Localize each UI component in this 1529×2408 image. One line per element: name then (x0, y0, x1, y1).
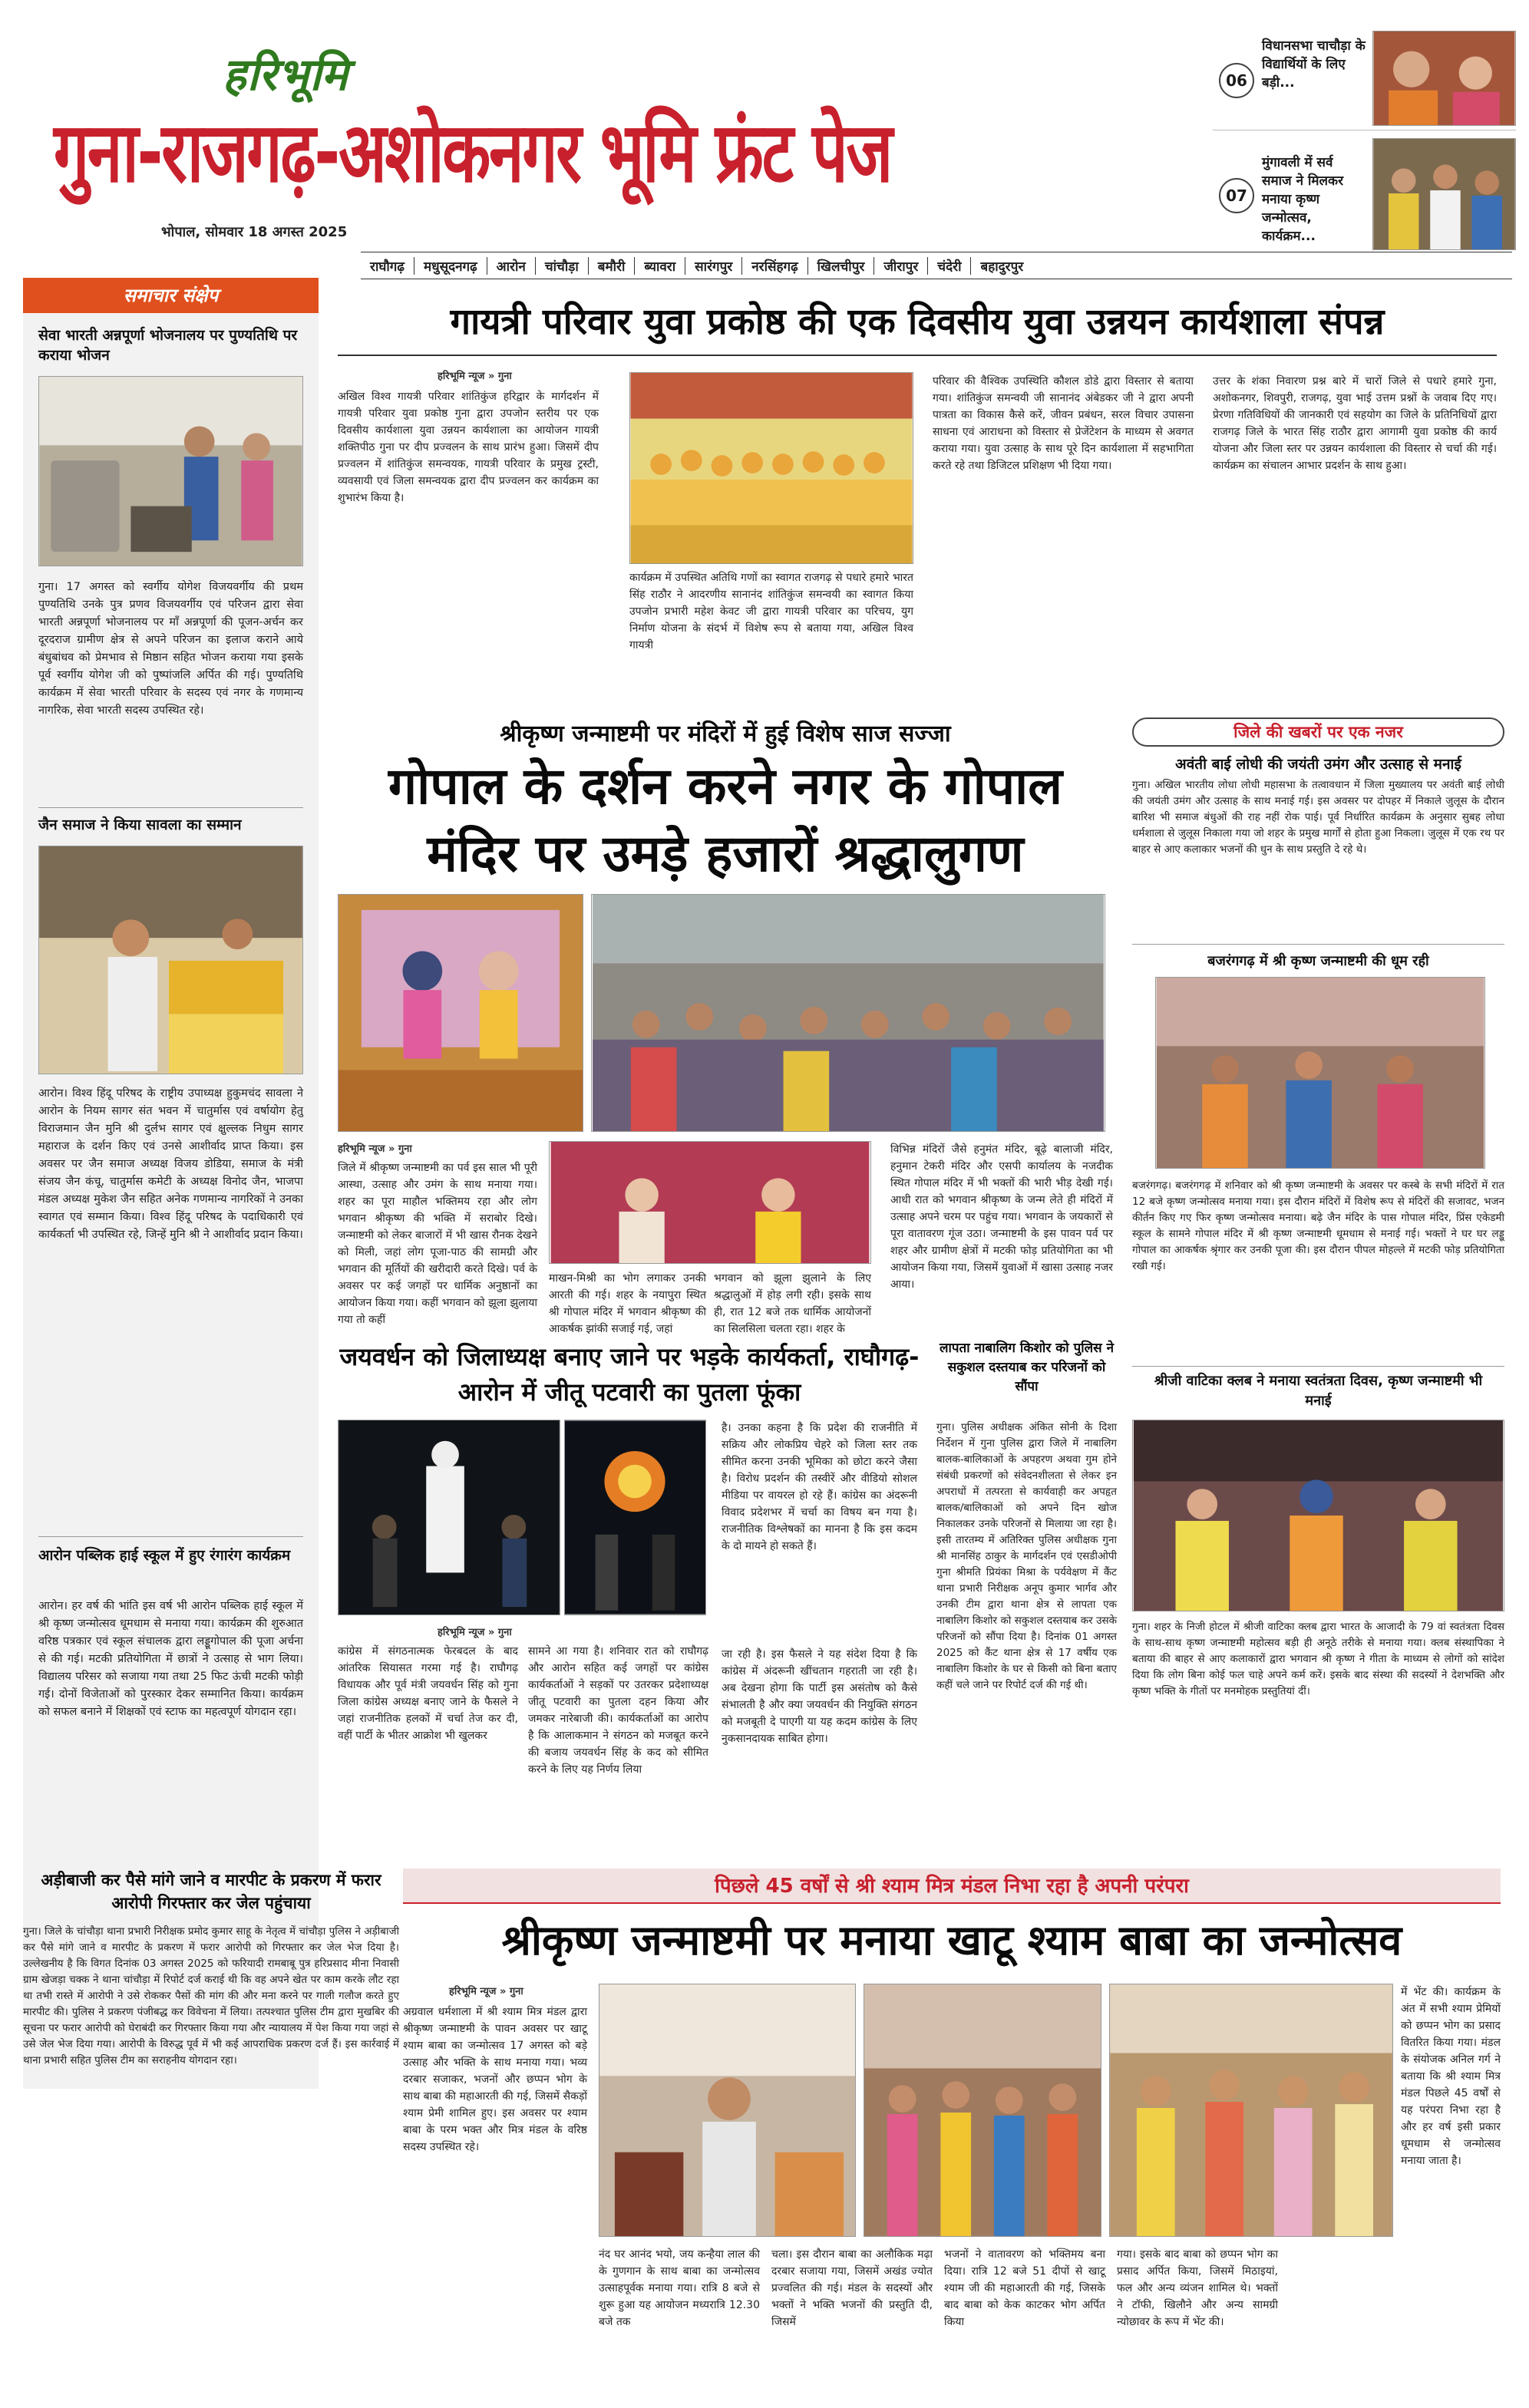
teaser-1[interactable] (1213, 31, 1516, 130)
byline: हरिभूमि न्यूज » गुना (438, 371, 512, 382)
city-item[interactable]: मधुसूदनगढ़ (414, 257, 487, 275)
story-column: परिवार की वैश्विक उपस्थिति कौशल डोडे द्वारा विस्तार से बताया गया। शांतिकुंज समन्वयी जी सानानंद अंबेडकर जी ने द्वारा अपनी पात्रता का विकास कैसे करें, जीवन प्रबंधन, सरल विचार उपासना साधना एवं आराधना को विस्तार से प्रेजेंटेशन के माध्यम से अवगत कराया गया। युवा उत्साह के साथ पूरे दिन कार्यशाला में सहभागिता करते रहे तथा डिजिटल प्रशिक्षण भी दिया गया। (933, 375, 1194, 472)
brief-body: आरोन। हर वर्ष की भांति इस वर्ष भी आरोन पब्लिक हाई स्कूल में श्री कृष्ण जन्मोत्सव धूमधाम से मनाया गया। कार्यक्रम की शुरुआत वरिष्ठ पत्रकार एवं स्कूल संचालक द्वारा लड्डूगोपाल की पूजा अर्चना से की गई। मटकी प्रतियोगिता में छात्रों ने उत्साह से भाग लिया। विद्यालय परिसर को सजाया गया तथा 25 फिट ऊंची मटकी फोड़ी गई। दोनों विजेताओं को पुरस्कार देकर सम्मानित किया। कार्यक्रम को सफल बनाने में शिक्षकों एवं स्टाफ का महत्वपूर्ण योगदान रहा। (38, 1600, 303, 1718)
brief-headline: सेवा भारती अन्नपूर्णा भोजनालय पर पुण्यतिथि पर कराया भोजन (38, 327, 298, 364)
city-item[interactable]: जीरापुर (874, 257, 928, 275)
teaser-photo (1372, 31, 1516, 126)
jaivardhan-story (338, 1339, 921, 1846)
news-body: बजरंगगढ़। बजरंगगढ़ में शनिवार को श्री कृष्ण जन्माष्टमी के अवसर पर कस्बे के सभी मंदिरों में रात 12 बजे कृष्ण जन्मोत्सव मनाया गया। इस दौरान मंदिरों में विशेष रूप से मंदिरों की सजावट, भजन कीर्तन किए गए फिर कृष्ण जन्मोत्सव मनाया। बढ़े जैन मंदिर के पास गोपाल मंदिर, प्रिंस एकेडमी स्कूल के सामने गोपाल मंदिर में श्री कृष्ण जन्माष्टमी धूमधाम से मनाई गई। भक्तों ने घर घर लड्डू गोपाल का आकर्षक श्रृंगार कर उनकी पूजा की। इस दौरान पीपल मोहल्ले में मटकी फोड़ प्रतियोगिता रखी गई। (1132, 1179, 1504, 1272)
brief-headline: जैन समाज ने किया सावला का सम्मान (38, 816, 242, 833)
story-photo (864, 1984, 1101, 2237)
gayatri-story (338, 292, 1497, 706)
story-column: भजनों ने वातावरण को भक्तिमय बना दिया। रात्रि 12 बजे 51 दीपों से खाटू श्याम जी की महाआरती की गई, जिसके बाद बाबा को केक काटकर भोग अर्पित किया (944, 2248, 1105, 2328)
brief-photo (38, 376, 303, 566)
teaser-text: मुंगावली में सर्व समाज ने मिलकर मनाया कृष्ण जन्मोत्सव, कार्यक्रम... (1262, 155, 1344, 244)
teaser-photo (1372, 138, 1516, 250)
city-item[interactable]: नरसिंहगढ़ (742, 257, 807, 275)
story-column: गया। इसके बाद बाबा को छप्पन भोग का प्रसाद अर्पित किया, जिसमें मिठाइयां, फल और अन्य व्यंजन शामिल थे। भक्तों ने टॉफी, खिलौने और अन्य सामग्री न्योछावर के रूप में भेंट की। (1117, 2248, 1278, 2328)
section-header (1132, 717, 1504, 747)
page-title: गुना-राजगढ़-अशोकनगर भूमि फ्रंट पेज (54, 105, 891, 201)
byline: हरिभूमि न्यूज » गुना (438, 1627, 512, 1638)
story-headline: लापता नाबालिग किशोर को पुलिस ने सकुशल दस्तयाब कर परिजनों को सौंपा (939, 1341, 1115, 1394)
story-column: जा रही है। इस फैसले ने यह संदेश दिया है कि कांग्रेस में अंदरूनी खींचतान गहराती जा रही है। अब देखना होगा कि पार्टी इस असंतोष को कैसे संभालती है और क्या जयवर्धन की नियुक्ति संगठन को मजबूती दे पाएगी या यह कदम कांग्रेस के लिए नुकसानदायक साबित होगा। (722, 1648, 917, 1745)
story-column: में भेंट की। कार्यक्रम के अंत में सभी श्याम प्रेमियों को छप्पन भोग का प्रसाद वितरित किया गया। मंडल के संयोजक अनिल गर्ग ने बताया कि श्री श्याम मित्र मंडल पिछले 45 वर्षों से यह परंपरा निभा रहा है और हर वर्ष इसी प्रकार धूमधाम से जन्मोत्सव मनाया जाता है। (1401, 1986, 1501, 2167)
story-column: जिले में श्रीकृष्ण जन्माष्टमी का पर्व इस साल भी पूरी आस्था, उत्साह और उमंग के साथ मनाया गया। शहर का पूरा माहौल भक्तिमय रहा और लोग भगवान श्रीकृष्ण की भक्ति में सराबोर दिखे। जन्माष्टमी को लेकर बाजारों में भी खास रौनक देखने को मिली, जहां लोग पूजा-पाठ की सामग्री और भगवान की मूर्तियों की खरीदारी करते दिखे। पर्व के अवसर पर कई जगहों पर धार्मिक अनुष्ठानों का आयोजन किया गया। कहीं भगवान को झूला झुलाया गया तो कहीं (338, 1162, 537, 1326)
news-photo (1155, 977, 1485, 1169)
city-item[interactable]: खिलचीपुर (808, 257, 875, 275)
teaser-number: 07 (1219, 178, 1254, 213)
story-photo (338, 894, 583, 1132)
story-photo (338, 1420, 560, 1615)
brief-body: गुना। 17 अगस्त को स्वर्गीय योगेश विजयवर्गीय की प्रथम पुण्यतिथि उनके पुत्र प्रणव विजयवर्गीय एवं परिजन द्वारा सेवा भारती अन्नपूर्णा भोजनालय पर माँ अन्नपूर्णा की पूजन-अर्चन कर दूरदराज ग्रामीण क्षेत्र से अपने परिजन का इलाज कराने आये बंधुबांधव को प्रेमभाव से मिष्ठान सहित भोजन कराया गया इसके पूर्व स्वर्गीय योगेश जी को पुष्पांजलि अर्पित की गई। पुण्यतिथि कार्यक्रम में सेवा भारती परिवार के सदस्य एवं नगर के गणमान्य नागरिक, सेवा भारती सदस्य उपस्थित रहे। (38, 581, 303, 717)
photo-caption: कार्यक्रम में उपस्थित अतिथि गणों का स्वागत राजगढ़ से पधारे हमारे भारत सिंह राठौर ने आदरणीय सानानंद शांतिकुंज समन्वयी का स्वागत किया उपजोन प्रभारी महेश केवट जी द्वारा गायत्री परिवार का परिचय, युग निर्माण योजना के संदर्भ में विशेष रूप से बताया गया, अखिल विश्व गायत्री (629, 572, 913, 651)
section-title: जिले की खबरों पर एक नजर (1233, 723, 1403, 741)
story-column: उत्तर के शंका निवारण प्रश्न बारे में चारों जिले से पधारे हमारे गुना, अशोकनगर, शिवपुरी, राजगढ़, युवा भाई उत्तम प्रश्नों के जवाब दिए गए। प्रेरणा गतिविधियों की जानकारी एवं सहयोग का जिले के प्रतिनिधियों द्वारा राजगढ़ जिले के भारत सिंह राठौर द्वारा आगामी युवा प्रकोष्ठ की कार्य योजना और जिला स्तर पर उन्नयन कार्यशाला की विस्तार से चर्चा की गई। कार्यक्रम का संचालन आभार प्रदर्शन के साथ हुआ। (1213, 375, 1497, 472)
city-item[interactable]: राघौगढ़ (361, 257, 414, 275)
story-column: भगवान को झूला झुलाने के लिए श्रद्धालुओं में होड़ लगी रही। इसके साथ ही, रात 12 बजे तक धार्मिक आयोजनों का सिलसिला चलता रहा। शहर के (714, 1272, 871, 1335)
story-headline: श्रीकृष्ण जन्माष्टमी पर मनाया खाटू श्याम बाबा का जन्मोत्सव (501, 1916, 1402, 1964)
story-photo (549, 1141, 871, 1264)
story-column: है। उनका कहना है कि प्रदेश की राजनीति में सक्रिय और लोकप्रिय चेहरे को जिला स्तर तक सीमित करना उनकी भूमिका को छोटा करने जैसा है। विरोध प्रदर्शन की तस्वीरें और वीडियो सोशल मीडिया पर वायरल हो रहे हैं। कांग्रेस का अंदरूनी विवाद प्रदेशभर में चर्चा का विषय बन गया है। राजनीतिक विश्लेषकों का मानना है कि इस कदम के दो मायने हो सकते हैं। (722, 1422, 917, 1552)
city-bar (361, 252, 1512, 279)
story-headline: जयवर्धन को जिलाध्यक्ष बनाए जाने पर भड़के कार्यकर्ता, राघौगढ़-आरोन में जीतू पटवारी का पुतला फूंका (339, 1342, 920, 1407)
dateline: भोपाल, सोमवार 18 अगस्त 2025 (161, 224, 348, 240)
news-brief-column (23, 278, 319, 2089)
city-item[interactable]: आरोन (487, 257, 536, 275)
section-header (23, 278, 319, 313)
story-headline: अड़ीबाजी कर पैसे मांगे जाने व मारपीट के प्रकरण में फरार आरोपी गिरफ्तार कर जेल पहुंचाया (41, 1871, 381, 1912)
news-body: गुना। अखिल भारतीय लोधा लोधी महासभा के तत्वावधान में जिला मुख्यालय पर अवंती बाई लोधी की जयंती उमंग और उत्साह के साथ मनाई गई। इस अवसर पर दोपहर में निकाले जुलूस के दौरान बारिश भी समाज बंधुओं की राह नहीं रोक पाई। पूर्व निर्धारित कार्यक्रम के अनुसार सुबह लोधा धर्मशाला से जुलूस निकाला गया जो शहर के प्रमुख मार्गों से होता हुआ निकला। जुलूस में एक रथ पर बाहर से आए कलाकार भजनों की धुन के साथ प्रस्तुति दे रहे थे। (1132, 779, 1504, 856)
city-item[interactable]: चांचौड़ा (536, 257, 589, 275)
city-item[interactable]: बहादुरपुर (980, 259, 1024, 275)
story-body: गुना। पुलिस अधीक्षक अंकित सोनी के दिशा निर्देशन में गुना पुलिस द्वारा जिले में नाबालिग बालक-बालिकाओं के अपहरण अथवा गुम होने संबंधी प्रकरणों को संवेदनशीलता से लेकर इन अपराधों में तत्परता से कार्यवाही कर अपहृत बालक/बालिकाओं को अपने दिन खोज निकालकर उनके परिजनों से मिलाया जा रहा है। इसी तारतम्य में अतिरिक्त पुलिस अधीक्षक गुना श्री मानसिंह ठाकुर के मार्गदर्शन एवं एसडीओपी गुना श्रीमति प्रियंका मिश्रा के पर्यवेक्षण में कैंट थाना प्रभारी निरीक्षक अनूप कुमार भार्गव और उनकी टीम द्वारा थाना क्षेत्र से लापता एक नाबालिग किशोर को सकुशल दस्तयाब कर उसके परिजनों को सौंपा दिया है। दिनांक 01 अगस्त 2025 को कैंट थाना क्षेत्र से 17 वर्षीय एक नाबालिग किशोर के घर से किसी को बिना बताए कहीं चले जाने पर रिपोर्ट दर्ज की गई थी। (936, 1421, 1117, 1691)
masthead (0, 0, 1529, 275)
story-photo (564, 1420, 706, 1615)
teaser-2[interactable] (1213, 138, 1516, 253)
city-item[interactable]: बमौरी (589, 257, 636, 275)
story-body: गुना। जिले के चांचौड़ा थाना प्रभारी निरीक्षक प्रमोद कुमार साहू के नेतृत्व में चांचौड़ा पुलिस ने अड़ीबाजी कर पैसे मांगे जाने व मारपीट के प्रकरण में फरार आरोपी को गिरफ्तार कर जेल भेज दिया है। उल्लेखनीय है कि विगत दिनांक 03 अगस्त 2025 को फरियादी रामबाबू पुत्र हरिप्रसाद मीना निवासी ग्राम खेजड़ा चक्क ने थाना चांचौड़ा में रिपोर्ट दर्ज कराई थी कि वह अपने खेत पर काम करके लौट रहा था तभी रास्ते में आरोपी ने उसे रोककर पैसों की मांग की और मना करने पर गाली गलौज करते हुए मारपीट की। पुलिस ने प्रकरण पंजीबद्ध कर विवेचना में लिया। तत्पश्चात पुलिस टीम द्वारा मुखबिर की सूचना पर फरार आरोपी को घेराबंदी कर गिरफ्तार किया गया और न्यायालय में पेश किया गया जहां से उसे जेल भेज दिया गया। आरोपी के विरुद्ध पूर्व में भी कई आपराधिक प्रकरण दर्ज हैं। इस कार्रवाई में थाना प्रभारी सहित पुलिस टीम का सराहनीय योगदान रहा। (23, 1925, 399, 2067)
story-photo (629, 372, 913, 564)
story-column: कांग्रेस में संगठनात्मक फेरबदल के बाद आंतरिक सियासत गरमा गई है। राघौगढ़ विधायक और पूर्व मंत्री जयवर्धन सिंह को गुना जिला कांग्रेस अध्यक्ष बनाए जाने के फैसले ने जहां राजनीतिक हलकों में चर्चा तेज कर दी, वहीं पार्टी के भीतर आक्रोश भी खुलकर (338, 1645, 518, 1742)
story-headline: गायत्री परिवार युवा प्रकोष्ठ की एक दिवसीय युवा उन्नयन कार्यशाला संपन्न (450, 301, 1385, 343)
missing-child-story (936, 1339, 1117, 1846)
story-headline: गोपाल के दर्शन करने नगर के गोपाल मंदिर पर उमड़े हजारों श्रद्धालुगण (388, 757, 1063, 883)
news-headline: बजरंगगढ़ में श्री कृष्ण जन्माष्टमी की धूम रही (1207, 953, 1429, 969)
news-photo (1132, 1420, 1504, 1611)
news-headline: श्रीजी वाटिका क्लब ने मनाया स्वतंत्रता दिवस, कृष्ण जन्माष्टमी भी मनाई (1154, 1373, 1483, 1409)
news-body: गुना। शहर के निजी होटल में श्रीजी वाटिका क्लब द्वारा भारत के आजादी के 79 वां स्वतंत्रता दिवस के साथ-साथ कृष्ण जन्माष्टमी महोत्सव बड़ी ही अनूठे तरीके से मनाया गया। क्लब संस्थापिका ने बताया की बाहर से आए कलाकारों द्वारा भगवान श्री कृष्ण ने गीता के माध्यम से लोगों को सांदेश दिया कि लोग बिना कोई फल चाहे अपने कर्म करें। इसके बाद संस्था की सदस्यों ने देशभक्ति और कृष्ण भक्ति के गीतों पर मनमोहक प्रस्तुतियां दीं। (1132, 1621, 1504, 1697)
brief-body: आरोन। विश्व हिंदू परिषद के राष्ट्रीय उपाध्यक्ष हुकुमचंद सावला ने आरोन के नियम सागर संत भवन में चातुर्मास एवं वर्षायोग हेतु विराजमान जैन मुनि श्री दुर्लभ सागर एवं क्षुल्लक निधुम सागर महाराज के दर्शन किए एवं उनसे आशीर्वाद प्राप्त किया। इस अवसर पर जैन समाज अध्यक्ष विजय डोडिया, समाज के मंत्री संजय जैन कंचू, चातुर्मास कमेटी के अध्यक्ष विनोद जैन, भाजपा मंडल अध्यक्ष मुकेश जैन सहित अनेक गणमान्य नागरिकों ने उनका स्वागत एवं सम्मान किया। विश्व हिंदू परिषद के पदाधिकारी एवं कार्यकर्ता भी उपस्थित रहे, जिन्हें मुनि श्री ने आशीर्वाद प्रदान किया। (38, 1087, 303, 1241)
brief-photo (38, 846, 303, 1074)
story-column: माखन-मिश्री का भोग लगाकर उनकी आरती की गई। शहर के नयापुरा स्थित श्री गोपाल मंदिर में भगवान श्रीकृष्ण की आकर्षक झांकी सजाई गई, जहां (549, 1272, 706, 1335)
brief-headline: आरोन पब्लिक हाई स्कूल में हुए रंगारंग कार्यक्रम (38, 1547, 291, 1564)
khatu-shyam-story (403, 1869, 1501, 2390)
city-item[interactable]: चंदेरी (928, 257, 971, 275)
teaser-text: विधानसभा चाचौड़ा के विद्यार्थियों के लिए बड़ी... (1262, 38, 1366, 91)
kicker-bar (403, 1869, 1501, 1904)
story-column: विभिन्न मंदिरों जैसे हनुमंत मंदिर, बूढ़े बालाजी मंदिर, हनुमान टेकरी मंदिर और एसपी कार्यालय के नजदीक स्थित गोपाल मंदिर में भी भक्तों की भारी भीड़ देखी गई। आधी रात को भगवान श्रीकृष्ण के जन्म लेते ही मंदिरों में उत्साह अपने चरम पर पहुंच गया। भगवान के जयकारों से पूरा वातावरण गूंज उठा। जन्माष्टमी के इस पावन पर्व पर शहर और ग्रामीण क्षेत्रों में मटकी फोड़ प्रतियोगिता का भी आयोजन किया गया, जिसमें युवाओं में खासा उत्साह नजर आया। (890, 1143, 1113, 1291)
story-column: सामने आ गया है। शनिवार रात को राघौगढ़ और आरोन सहित कई जगहों पर कांग्रेस कार्यकर्ताओं ने सड़कों पर उतरकर प्रदेशाध्यक्ष जीतू पटवारी का पुतला दहन किया और जमकर नारेबाजी की। कार्यकर्ताओं का आरोप है कि आलाकमान ने संगठन को मजबूत करने की बजाय जयवर्धन सिंह के कद को सीमित करने के लिए यह निर्णय लिया (528, 1645, 708, 1776)
story-column: अग्रवाल धर्मशाला में श्री श्याम मित्र मंडल द्वारा श्रीकृष्ण जन्माष्टमी के पावन अवसर पर खाटू श्याम बाबा का जन्मोत्सव 17 अगस्त को बड़े उत्साह और भक्ति के साथ मनाया गया। भव्य दरबार सजाकर, भजनों और छप्पन भोग के साथ बाबा की महाआरती की गई, जिसमें सैकड़ों श्याम प्रेमी शामिल हुए। इस अवसर पर श्याम बाबा के परम भक्त और मित्र मंडल के वरिष्ठ सदस्य उपस्थित रहे। (403, 2006, 587, 2153)
story-photo (599, 1984, 856, 2237)
gopal-story (338, 717, 1113, 1335)
section-title: समाचार संक्षेप (123, 285, 219, 306)
news-headline: अवंती बाई लोधी की जयंती उमंग और उत्साह से मनाई (1175, 756, 1461, 773)
teaser-number: 06 (1219, 63, 1254, 98)
extortion-arrest-story (23, 1869, 399, 2390)
district-news-column (1132, 717, 1504, 1846)
city-item[interactable]: ब्यावरा (635, 257, 685, 275)
story-column: चला। इस दौरान बाबा का अलौकिक मढ़ा दरबार सजाया गया, जिसमें अखंड ज्योत प्रज्वलित की गई। मंडल के सदस्यों और भक्तों ने भक्ति भजनों की प्रस्तुति दी, जिसमें (771, 2248, 933, 2328)
story-photo (1109, 1984, 1393, 2237)
byline: हरिभूमि न्यूज » गुना (338, 1143, 412, 1155)
story-photo (591, 894, 1105, 1132)
story-column: नंद घर आनंद भयो, जय कन्हैया लाल की के गुणगान के साथ बाबा का जन्मोत्सव उत्साहपूर्वक मनाया गया। रात्रि 8 बजे से शुरू हुआ यह आयोजन मध्यरात्रि 12.30 बजे तक (599, 2248, 760, 2328)
logo: हरिभूमि (223, 48, 349, 101)
byline: हरिभूमि न्यूज » गुना (449, 1986, 523, 1997)
story-column: अखिल विश्व गायत्री परिवार शांतिकुंज हरिद्वार के मार्गदर्शन में गायत्री परिवार युवा प्रकोष्ठ गुना द्वारा उपजोन स्तरीय पर एक दिवसीय कार्यशाला युवा उन्नयन कार्यशाला का आयोजन गायत्री शक्तिपीठ गुना पर दीप प्रज्वलन के साथ प्रारंभ हुआ। जिसमें दीप प्रज्वलन में शांतिकुंज समन्वयक, गायत्री परिवार के प्रमुख ट्रस्टी, व्यवसायी एवं जिला समन्वयक द्वारा दीप प्रज्वलन कर कार्यक्रम का शुभारंभ किया है। (338, 391, 599, 504)
story-kicker: पिछले 45 वर्षों से श्री श्याम मित्र मंडल निभा रहा है अपनी परंपरा (715, 1875, 1189, 1898)
city-item[interactable]: सारंगपुर (685, 257, 742, 275)
story-kicker: श्रीकृष्ण जन्माष्टमी पर मंदिरों में हुई विशेष साज सज्जा (500, 721, 951, 747)
